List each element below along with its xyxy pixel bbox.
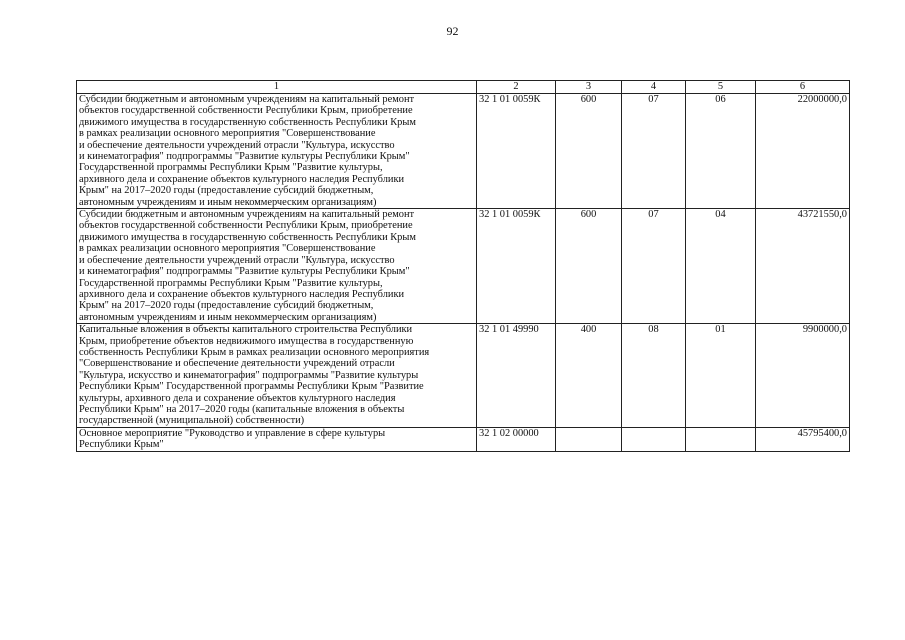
table-row xyxy=(77,209,850,324)
row-col-3: 400 xyxy=(556,324,622,428)
row-amount: 43721550,0 xyxy=(756,209,850,324)
header-col-6: 6 xyxy=(756,81,850,94)
description-line: архивного дела и сохранение объектов культурного наследия Республики xyxy=(79,173,405,185)
description-line: Крым" на 2017–2020 годы (предоставление субсидий бюджетным, xyxy=(79,300,374,312)
row-col-5 xyxy=(686,427,756,451)
table-row xyxy=(77,324,850,428)
description-line: в рамках реализации основного мероприятия "Совершенствование xyxy=(79,128,376,140)
row-description xyxy=(77,427,477,451)
table-body xyxy=(77,94,850,452)
description-line: Крым, приобретение объектов недвижимого имущества в государственную xyxy=(79,335,414,347)
description-line: Республики Крым" Государственной программы Республики Крым "Развитие xyxy=(79,381,424,393)
row-col-4: 08 xyxy=(622,324,686,428)
row-col-3: 600 xyxy=(556,209,622,324)
description-line: архивного дела и сохранение объектов культурного наследия Республики xyxy=(79,288,405,300)
row-col-4: 07 xyxy=(622,209,686,324)
description-line: автономным учреждениям и иным некоммерческим организациям) xyxy=(79,196,377,208)
row-col-4 xyxy=(622,427,686,451)
description-line: автономным учреждениям и иным некоммерческим организациям) xyxy=(79,311,377,323)
header-col-1: 1 xyxy=(77,81,477,94)
row-code: 32 1 01 49990 xyxy=(477,324,556,428)
row-description xyxy=(77,324,477,428)
description-line: Основное мероприятие "Руководство и управление в сфере культуры xyxy=(79,427,386,439)
row-description xyxy=(77,209,477,324)
description-line: "Культура, искусство и кинематография" подпрограммы "Развитие культуры xyxy=(79,369,419,381)
description-line: и обеспечение деятельности учреждений отрасли "Культура, искусство xyxy=(79,254,395,266)
row-amount: 9900000,0 xyxy=(756,324,850,428)
description-line: в рамках реализации основного мероприятия "Совершенствование xyxy=(79,243,376,255)
row-code: 32 1 01 0059К xyxy=(477,94,556,209)
row-amount: 22000000,0 xyxy=(756,94,850,209)
description-line: движимого имущества в государственную собственность Республики Крым xyxy=(79,116,416,128)
description-line: Государственной программы Республики Крым "Развитие культуры, xyxy=(79,162,383,174)
budget-table xyxy=(76,80,850,452)
description-line: и кинематография" подпрограммы "Развитие культуры Республики Крым" xyxy=(79,266,410,278)
row-col-5: 01 xyxy=(686,324,756,428)
description-line: и обеспечение деятельности учреждений отрасли "Культура, искусство xyxy=(79,139,395,151)
row-col-3: 600 xyxy=(556,94,622,209)
description-line: Субсидии бюджетным и автономным учреждениям на капитальный ремонт xyxy=(79,209,415,221)
description-line: Крым" на 2017–2020 годы (предоставление субсидий бюджетным, xyxy=(79,185,374,197)
row-col-4: 07 xyxy=(622,94,686,209)
description-line: государственной (муниципальной) собственности) xyxy=(79,415,305,427)
description-line: и кинематография" подпрограммы "Развитие культуры Республики Крым" xyxy=(79,151,410,163)
table-row xyxy=(77,94,850,209)
description-line: "Совершенствование и обеспечение деятельности учреждений отрасли xyxy=(79,358,395,370)
header-col-2: 2 xyxy=(477,81,556,94)
description-line: Государственной программы Республики Крым "Развитие культуры, xyxy=(79,277,383,289)
row-col-5: 04 xyxy=(686,209,756,324)
row-description xyxy=(77,94,477,209)
row-col-5: 06 xyxy=(686,94,756,209)
description-line: Республики Крым" xyxy=(79,439,164,451)
table-header-row xyxy=(77,81,850,94)
description-line: Капитальные вложения в объекты капитального строительства Республики xyxy=(79,324,413,336)
row-col-3 xyxy=(556,427,622,451)
header-col-4: 4 xyxy=(622,81,686,94)
description-line: движимого имущества в государственную собственность Республики Крым xyxy=(79,231,416,243)
description-line: Субсидии бюджетным и автономным учреждениям на капитальный ремонт xyxy=(79,94,415,105)
row-amount: 45795400,0 xyxy=(756,427,850,451)
description-line: собственность Республики Крым в рамках реализации основного мероприятия xyxy=(79,346,430,358)
description-line: объектов государственной собственности Республики Крым, приобретение xyxy=(79,220,413,232)
row-code: 32 1 02 00000 xyxy=(477,427,556,451)
header-col-5: 5 xyxy=(686,81,756,94)
description-line: культуры, архивного дела и сохранение объектов культурного наследия xyxy=(79,392,396,404)
page-number: 92 xyxy=(446,24,459,38)
description-line: объектов государственной собственности Республики Крым, приобретение xyxy=(79,105,413,117)
table-row xyxy=(77,427,850,451)
description-line: Республики Крым" на 2017–2020 годы (капитальные вложения в объекты xyxy=(79,403,405,415)
row-code: 32 1 01 0059К xyxy=(477,209,556,324)
header-col-3: 3 xyxy=(556,81,622,94)
